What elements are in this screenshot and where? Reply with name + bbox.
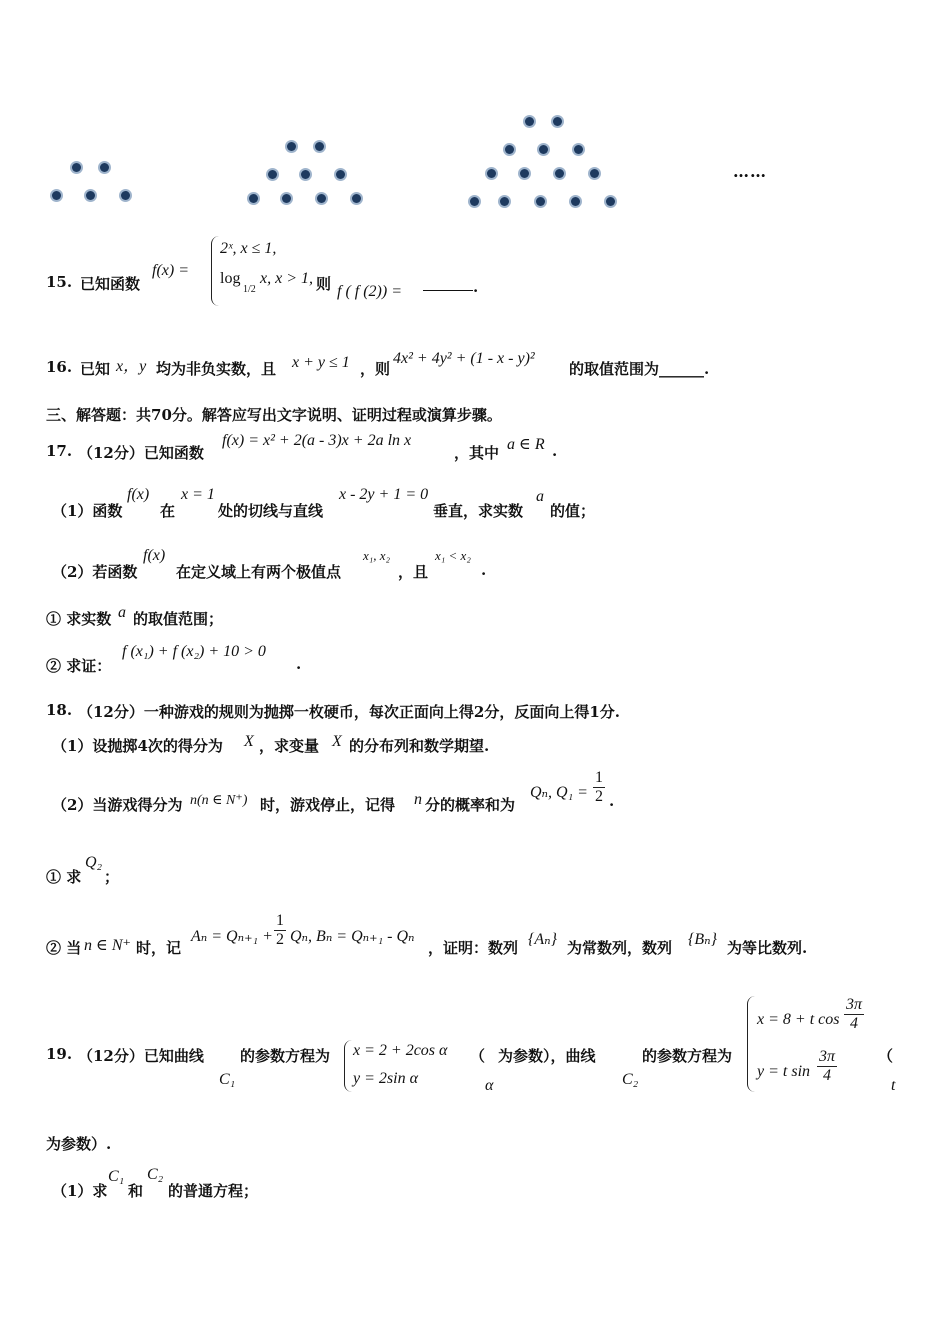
- q17-number: 17.: [46, 442, 73, 460]
- q19-eq2a: x = 8 + t cos: [757, 1011, 840, 1028]
- dot: [315, 142, 324, 151]
- q17-p1-label: （1）函数: [52, 502, 123, 520]
- dot: [336, 170, 345, 179]
- q19-text2: 的参数方程为: [240, 1047, 331, 1065]
- q18-s2-frac-den: 2: [276, 930, 284, 948]
- q15-then: 则: [316, 275, 332, 293]
- q19-p1-C2: C₂: [147, 1166, 164, 1183]
- dot: [282, 194, 291, 203]
- q17-p2-label: （2）若函数: [52, 563, 138, 581]
- q16-vars: x，y: [116, 358, 147, 375]
- q16-number: 16.: [46, 358, 73, 376]
- dot: [100, 163, 109, 172]
- q18-p2-text3: 分的概率和为: [425, 796, 516, 814]
- q17-p2-ineq: x₁ < x₂: [435, 548, 471, 563]
- q15-brace: [211, 236, 220, 306]
- q19-p1-and: 和: [128, 1182, 144, 1200]
- dot: [500, 197, 509, 206]
- q19-eq2a-frac: [844, 996, 864, 1032]
- q18-p1-X: X: [244, 733, 254, 750]
- q19-text4: 的参数方程为: [642, 1047, 733, 1065]
- dot: [487, 169, 496, 178]
- q19-paren-open: （: [470, 1047, 486, 1065]
- q19-brace-1: [344, 1040, 352, 1092]
- q19-eq2b: y = t sin: [757, 1063, 811, 1080]
- q19-eq2a-frac-den: 4: [850, 1014, 858, 1032]
- q19-eq2b-frac-num: 3π: [819, 1048, 836, 1065]
- q18-s2-cond: n ∈ N⁺: [84, 937, 131, 954]
- dot: [574, 145, 583, 154]
- q19-paren2: （: [878, 1047, 894, 1065]
- q16-tail: 的取值范围为______.: [569, 360, 710, 378]
- q19-t: t: [891, 1077, 896, 1094]
- q18-p2-dot: .: [609, 792, 615, 810]
- q18-s2-B: Qₙ, Bₙ = Qₙ₊₁ - Qₙ: [290, 928, 415, 945]
- q17-p2-text2: ，且: [398, 563, 429, 581]
- q19-eq1b: y = 2sin α: [353, 1070, 418, 1087]
- q18-p2-text1: （2）当游戏得分为: [52, 796, 183, 814]
- q18-p2-Q: Qₙ, Q₁ =: [530, 784, 588, 801]
- q17-where: ，其中: [454, 444, 500, 462]
- q16-cond: x + y ≤ 1: [292, 354, 350, 371]
- q18-s2-A: Aₙ = Qₙ₊₁ +: [191, 928, 273, 945]
- q18-s1-label: ① 求: [46, 868, 82, 886]
- q17-dot: .: [552, 442, 558, 460]
- q19-p1-label: （1）求: [52, 1182, 108, 1200]
- q19-p1-C1: C₁: [108, 1168, 125, 1185]
- q17-p1-a: a: [536, 488, 544, 505]
- q19-alpha: α: [485, 1077, 494, 1094]
- dot: [52, 191, 61, 200]
- dot: [121, 191, 130, 200]
- q17-p1-text2: 垂直，求实数: [433, 502, 524, 520]
- q16-expr: 4x² + 4y² + (1 - x - y)²: [393, 350, 535, 367]
- q19-p1-text: 的普通方程；: [168, 1182, 259, 1200]
- q15-expr: f ( f (2)) =: [337, 283, 402, 300]
- q18-p2-frac: [593, 769, 605, 805]
- dot: [590, 169, 599, 178]
- q19-eq2b-frac-den: 4: [823, 1066, 831, 1084]
- q18-s1-end: ；: [104, 868, 120, 886]
- q16-mid2: ，则: [360, 360, 391, 378]
- q18-p2-text2: 时，游戏停止，记得: [260, 796, 396, 814]
- dot: [268, 170, 277, 179]
- q15-tail: .: [473, 278, 479, 296]
- q18-s2-frac-num: 1: [276, 912, 284, 929]
- q18-s1-Q: Q₂: [85, 854, 103, 871]
- q16-mid1: 均为非负实数，且: [156, 360, 277, 378]
- q17-p1-text1: 处的切线与直线: [218, 502, 324, 520]
- q17-p1-at: 在: [160, 502, 176, 520]
- q19-text1: （12分）已知曲线: [78, 1047, 204, 1065]
- q17-s1-text: 的取值范围；: [133, 610, 224, 628]
- q17-s1-a: a: [118, 604, 126, 621]
- q15-number: 15.: [46, 273, 73, 291]
- q18-s2-text2: ，证明：数列: [428, 939, 519, 957]
- q15-fx: f(x) =: [152, 262, 189, 279]
- q17-p1-text3: 的值；: [550, 502, 596, 520]
- q19-eq2a-frac-num: 3π: [846, 996, 863, 1013]
- q17-func: f(x) = x² + 2(a - 3)x + 2a ln x: [222, 432, 412, 449]
- q18-s2-text1: 时，记: [136, 939, 182, 957]
- q15-case1: 2ˣ, x ≤ 1,: [220, 240, 277, 257]
- q17-p1-line: x - 2y + 1 = 0: [339, 486, 429, 503]
- q18-p2-n: n(n ∈ N⁺): [190, 793, 248, 808]
- dot: [555, 169, 564, 178]
- q17-p2-f: f(x): [143, 547, 166, 564]
- dot: [86, 191, 95, 200]
- dot: [249, 194, 258, 203]
- q18-s2-seqB: {Bₙ}: [688, 931, 718, 948]
- q18-p1-text3: 的分布列和数学期望.: [349, 737, 490, 755]
- q19-number: 19.: [46, 1045, 73, 1063]
- dot: [536, 197, 545, 206]
- q17-s2-label: ② 求证：: [46, 657, 112, 675]
- q17-s2-expr: f (x₁) + f (x₂) + 10 > 0: [122, 643, 266, 660]
- dot: [520, 169, 529, 178]
- q17-p1-x: x = 1: [181, 486, 215, 503]
- q15-answer-blank: [423, 290, 473, 291]
- q19-text3: 为参数），曲线: [498, 1047, 596, 1065]
- q17-score: （12分）已知函数: [78, 444, 204, 462]
- q18-text: （12分）一种游戏的规则为抛掷一枚硬币，每次正面向上得2分，反面向上得1分.: [78, 703, 620, 721]
- q17-p2-text1: 在定义域上有两个极值点: [176, 563, 342, 581]
- q18-s2-label: ② 当: [46, 939, 82, 957]
- q16-lead: 已知: [80, 360, 111, 378]
- dot: [470, 197, 479, 206]
- q17-s2-dot: .: [296, 655, 302, 673]
- dot: [301, 170, 310, 179]
- q17-s1-label: ① 求实数: [46, 610, 112, 628]
- q19-C1: C₁: [219, 1071, 236, 1088]
- dot: [553, 117, 562, 126]
- dot: [571, 197, 580, 206]
- q19-brace-2: [747, 996, 756, 1092]
- q19-eq1a: x = 2 + 2cos α: [353, 1042, 448, 1059]
- dot: [505, 145, 514, 154]
- q19-text5: 为参数）.: [46, 1135, 112, 1153]
- q18-p1-text1: （1）设抛掷4次的得分为: [52, 737, 223, 755]
- q15-case2-log: log: [220, 270, 241, 287]
- q18-s2-seqA: {Aₙ}: [528, 931, 558, 948]
- dot: [317, 194, 326, 203]
- dot: [72, 163, 81, 172]
- section-3-title: 三、解答题：共70分。解答应写出文字说明、证明过程或演算步骤。: [46, 406, 502, 424]
- q18-s2-text4: 为等比数列.: [727, 939, 808, 957]
- q17-p1-f: f(x): [127, 486, 150, 503]
- q18-p1-text2: ，求变量: [259, 737, 320, 755]
- q18-p1-X2: X: [332, 733, 342, 750]
- dot: [606, 197, 615, 206]
- figure-ellipsis: ……: [733, 162, 767, 181]
- q15-case2-rest: x, x > 1,: [260, 270, 313, 287]
- q18-number: 18.: [46, 701, 73, 719]
- q17-p2-dot: .: [481, 561, 487, 579]
- q17-p2-pts: x₁, x₂: [363, 548, 391, 563]
- q15-lead: 已知函数: [80, 275, 141, 293]
- dot: [352, 194, 361, 203]
- q15-case2-base: 1/2: [243, 284, 256, 295]
- q19-C2: C₂: [622, 1071, 639, 1088]
- q18-p2-n2: n: [414, 791, 422, 808]
- dot: [539, 145, 548, 154]
- dot: [525, 117, 534, 126]
- q18-p2-frac-num: 1: [595, 769, 603, 786]
- q17-cond: a ∈ R: [507, 436, 545, 453]
- q19-eq2b-frac: [817, 1048, 837, 1084]
- dot: [287, 142, 296, 151]
- q18-p2-frac-den: 2: [595, 787, 603, 805]
- q18-s2-text3: 为常数列，数列: [567, 939, 673, 957]
- q18-s2-frac: [274, 912, 286, 948]
